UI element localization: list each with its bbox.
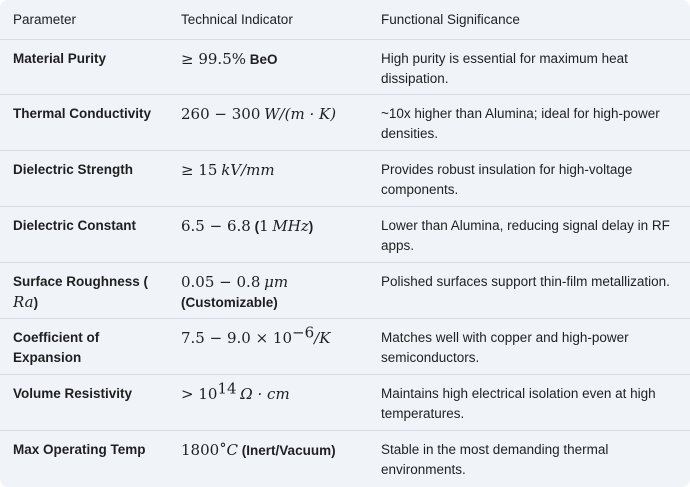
table-row [0,151,690,207]
significance-cell: Stable in the most demanding thermal environments. [381,442,609,477]
indicator-exponent: ∘ [219,435,227,454]
indicator-exponent: 14 [217,379,237,398]
header-technical-indicator: Technical Indicator [168,0,369,40]
parameter-text: Surface Roughness ( [13,274,149,289]
significance-cell: Maintains high electrical isolation even at high temperatures. [369,375,690,431]
indicator-text: (Inert/Vacuum) [241,443,336,458]
indicator-paren-unit: MHz [272,217,309,235]
significance-cell: Lower than Alumina, reducing signal delay in RF apps. [369,207,690,263]
indicator-number: ≥ 15 [181,161,218,179]
parameter-cell: Volume Resistivity [0,375,168,431]
parameter-cell: Max Operating Temp [13,442,146,457]
indicator-cell [168,151,369,207]
indicator-unit: kV/mm [221,161,275,179]
significance-cell: Polished surfaces support thin-film metallization. [369,263,690,319]
indicator-cell [168,431,369,487]
indicator-text: BeO [249,52,278,67]
parameter-text-close: ) [33,295,39,310]
parameter-cell: Dielectric Strength [0,151,168,207]
indicator-number: > 10 [181,385,218,403]
indicator-cell [168,40,369,95]
table-row [0,40,690,95]
indicator-exponent: −6 [292,323,315,342]
indicator-unit: Ω · cm [240,385,290,403]
header-functional-significance: Functional Significance [369,0,690,40]
indicator-text: (Customizable) [181,295,278,310]
indicator-number: 0.05 − 0.8 [181,273,261,291]
parameter-cell: Dielectric Constant [0,207,168,263]
indicator-unit: W/(m · K) [264,105,337,123]
significance-cell: High purity is essential for maximum heat dissipation. [369,40,690,95]
table-row [0,263,690,319]
indicator-cell [168,319,369,375]
indicator-number: 6.5 − 6.8 [181,217,251,235]
parameter-cell [0,263,168,319]
table-row [0,319,690,375]
indicator-cell [168,375,369,431]
table-header-row [0,0,690,40]
indicator-cell: 6.5 − 6.8 (1 MHz) [168,207,369,263]
indicator-unit: μm [264,273,289,291]
significance-cell: Provides robust insulation for high-voltage components. [369,151,690,207]
indicator-number: 7.5 − 9.0 × 10 [181,329,293,347]
indicator-number: 1800 [181,441,220,459]
indicator-math: ≥ 99.5% [181,50,246,68]
significance-cell: ~10x higher than Alumina; ideal for high-power densities. [369,95,690,151]
table-row [0,375,690,431]
parameter-math: Ra [13,293,34,311]
indicator-paren-number: 1 [259,217,269,235]
table-row [0,95,690,151]
parameter-cell: Thermal Conductivity [0,95,168,151]
table-row [0,431,690,487]
parameter-cell: Coefficient of Expansion [0,319,168,375]
significance-cell: Matches well with copper and high-power semiconductors. [369,319,690,375]
parameter-cell: Material Purity [0,40,168,95]
indicator-unit: C [226,441,239,459]
indicator-number: 260 − 300 [181,105,261,123]
table-row [0,207,690,263]
indicator-unit: /K [314,329,331,347]
indicator-cell [168,95,369,151]
header-parameter: Parameter [0,0,168,40]
indicator-cell [168,263,369,319]
